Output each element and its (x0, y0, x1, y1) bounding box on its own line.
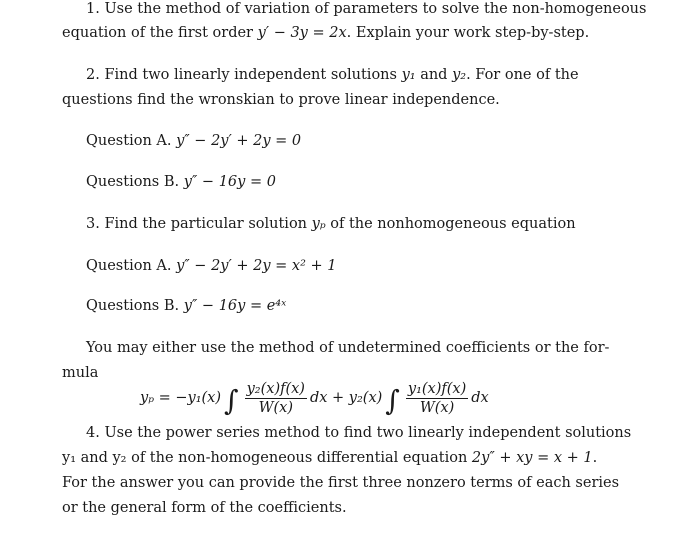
problem-3-text-end: of the nonhomogeneous equation (325, 216, 576, 232)
problem-4-line-3: For the answer you can provide the first three nonzero terms of each series (62, 475, 620, 491)
problem-2-question-b (86, 173, 276, 191)
question-equation: y″ − 16y = 0 (183, 174, 276, 190)
problem-3-question-a (86, 257, 337, 275)
question-label: Question A. (86, 258, 177, 274)
fraction-denominator: W(x) (258, 399, 293, 416)
fraction-numerator: y₁(x)f(x) (407, 380, 467, 397)
problem-3-question-b (86, 297, 286, 315)
integral-sign-icon: ∫ (224, 383, 239, 417)
question-label: Questions B. (86, 298, 184, 314)
problem-4-line-1: 4. Use the power series method to find two linearly independent solutions (86, 425, 632, 441)
problem-1-line-1: 1. Use the method of variation of parameters to solve the non-homogeneous (86, 1, 647, 17)
problem-2-and: and (415, 67, 453, 83)
problem-4-line-4: or the general form of the coefficients. (62, 500, 347, 516)
problem-2-line-2: questions find the wronskian to prove linear independence. (62, 92, 500, 108)
question-equation: y″ − 16y = e⁴ˣ (183, 298, 287, 314)
problem-2-y2: y₂ (452, 67, 467, 83)
problem-4-line-2 (62, 449, 597, 467)
formula-lhs: yₚ = −y₁(x) (140, 390, 222, 406)
question-equation: y″ − 2y′ + 2y = 0 (176, 133, 302, 149)
problem-3-text: 3. Find the particular solution (86, 216, 312, 232)
formula-fraction-1 (245, 380, 307, 417)
problem-2-line-1 (86, 66, 579, 84)
question-label: Questions B. (86, 174, 184, 190)
problem-4-text: y₁ and y₂ of the non-homogeneous differential equation (62, 450, 472, 466)
problem-3-line-1 (86, 215, 576, 233)
variation-of-parameters-formula (140, 374, 560, 422)
problem-3-method-line-1: You may either use the method of undetermined coefficients or the for- (86, 340, 610, 356)
problem-4-equation: 2y″ + xy = x + 1 (471, 450, 593, 466)
question-equation: y″ − 2y′ + 2y = x² + 1 (176, 258, 337, 274)
problem-2-text-end: . For one of the (466, 67, 579, 83)
problem-1-equation: y′ − 3y = 2x (257, 25, 347, 41)
problem-4-text-end: . (592, 450, 598, 466)
formula-end: dx (471, 390, 489, 406)
fraction-denominator: W(x) (419, 399, 455, 416)
problem-2-question-a (86, 132, 301, 150)
problem-2-text: 2. Find two linearly independent solutions (86, 67, 402, 83)
problem-3-yp: yₚ (311, 216, 326, 232)
problem-2-y1: y₁ (401, 67, 416, 83)
fraction-numerator: y₂(x)f(x) (246, 380, 305, 397)
problem-1-text-end: . Explain your work step-by-step. (346, 25, 590, 41)
formula-fraction-2 (406, 380, 468, 417)
integral-sign-icon: ∫ (385, 383, 400, 417)
formula-middle: dx + y₂(x) (309, 390, 383, 406)
problem-3-method-line-2: mula (62, 365, 99, 381)
problem-1-text: equation of the first order (62, 25, 258, 41)
question-label: Question A. (86, 133, 177, 149)
problem-1-line-2 (62, 24, 589, 42)
